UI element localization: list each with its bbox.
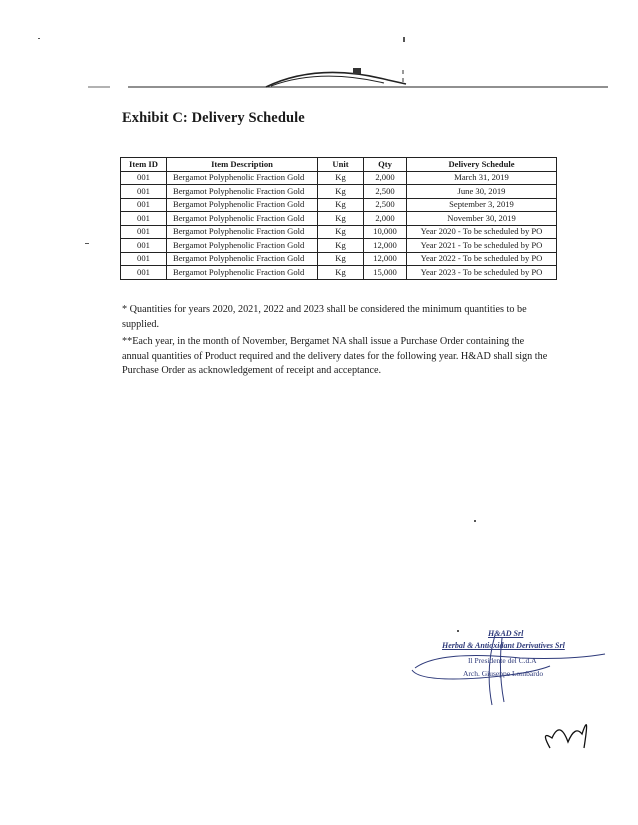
- table-header-row: [121, 158, 557, 172]
- cell-item-id: 001: [121, 185, 167, 199]
- cell-qty: 2,500: [364, 198, 407, 212]
- cell-delivery-schedule: Year 2022 - To be scheduled by PO: [407, 252, 557, 266]
- table-row: [121, 266, 557, 280]
- cell-unit: Kg: [318, 239, 364, 253]
- table-row: [121, 185, 557, 199]
- column-header-item-id: Item ID: [121, 158, 167, 172]
- page-title: Exhibit C: Delivery Schedule: [122, 110, 305, 126]
- column-header-delivery-schedule: Delivery Schedule: [407, 158, 557, 172]
- stamp-company-full: Herbal & Antioxidant Derivatives Srl: [442, 641, 565, 650]
- cell-delivery-schedule: November 30, 2019: [407, 212, 557, 226]
- cell-delivery-schedule: September 3, 2019: [407, 198, 557, 212]
- table-row: [121, 239, 557, 253]
- cell-delivery-schedule: Year 2023 - To be scheduled by PO: [407, 266, 557, 280]
- cell-unit: Kg: [318, 185, 364, 199]
- column-header-unit: Unit: [318, 158, 364, 172]
- cell-item-id: 001: [121, 212, 167, 226]
- cell-item-id: 001: [121, 252, 167, 266]
- cell-item-description: Bergamot Polyphenolic Fraction Gold: [167, 239, 318, 253]
- scan-speck: [474, 520, 476, 522]
- cell-item-id: 001: [121, 171, 167, 185]
- column-header-item-description: Item Description: [167, 158, 318, 172]
- cell-item-id: 001: [121, 266, 167, 280]
- cell-delivery-schedule: Year 2021 - To be scheduled by PO: [407, 239, 557, 253]
- stamp-company-short: H&AD Srl: [488, 629, 524, 638]
- cell-unit: Kg: [318, 266, 364, 280]
- table-row: [121, 225, 557, 239]
- cell-unit: Kg: [318, 252, 364, 266]
- delivery-schedule-table: [120, 157, 557, 280]
- scan-speck: [38, 38, 40, 39]
- table-row: [121, 198, 557, 212]
- company-stamp: [418, 628, 608, 690]
- cell-item-description: Bergamot Polyphenolic Fraction Gold: [167, 185, 318, 199]
- table-row: [121, 212, 557, 226]
- letterhead-logo: [88, 62, 608, 92]
- cell-delivery-schedule: Year 2020 - To be scheduled by PO: [407, 225, 557, 239]
- cell-qty: 12,000: [364, 252, 407, 266]
- cell-item-description: Bergamot Polyphenolic Fraction Gold: [167, 252, 318, 266]
- cell-qty: 10,000: [364, 225, 407, 239]
- table-row: [121, 171, 557, 185]
- cell-unit: Kg: [318, 171, 364, 185]
- cell-delivery-schedule: March 31, 2019: [407, 171, 557, 185]
- stamp-role: Il Presidente del C.d.A: [468, 656, 537, 665]
- footnote-minimum-quantities: * Quantities for years 2020, 2021, 2022 and 2023 shall be considered the minimum quantities to be supplied.: [122, 304, 527, 330]
- cell-qty: 2,000: [364, 212, 407, 226]
- cell-item-description: Bergamot Polyphenolic Fraction Gold: [167, 212, 318, 226]
- cell-item-id: 001: [121, 225, 167, 239]
- cell-unit: Kg: [318, 198, 364, 212]
- cell-item-description: Bergamot Polyphenolic Fraction Gold: [167, 171, 318, 185]
- table-row: [121, 252, 557, 266]
- cell-item-description: Bergamot Polyphenolic Fraction Gold: [167, 225, 318, 239]
- footnote-purchase-order: **Each year, in the month of November, Bergamet NA shall issue a Purchase Order containing the annual quantities of Product required and the delivery dates for the following year. H&AD shall sign the Purchase Order as acknowledgement of receipt and acceptance.: [122, 336, 548, 376]
- cell-delivery-schedule: June 30, 2019: [407, 185, 557, 199]
- column-header-qty: Qty: [364, 158, 407, 172]
- cell-item-description: Bergamot Polyphenolic Fraction Gold: [167, 266, 318, 280]
- cell-item-description: Bergamot Polyphenolic Fraction Gold: [167, 198, 318, 212]
- scan-speck: [403, 37, 405, 42]
- cell-unit: Kg: [318, 212, 364, 226]
- stamp-signatory: Arch. Giuseppe Lombardo: [463, 669, 544, 678]
- cell-qty: 12,000: [364, 239, 407, 253]
- cell-item-id: 001: [121, 239, 167, 253]
- cell-qty: 2,500: [364, 185, 407, 199]
- cell-unit: Kg: [318, 225, 364, 239]
- cell-item-id: 001: [121, 198, 167, 212]
- cell-qty: 15,000: [364, 266, 407, 280]
- scan-speck: [85, 243, 89, 244]
- cell-qty: 2,000: [364, 171, 407, 185]
